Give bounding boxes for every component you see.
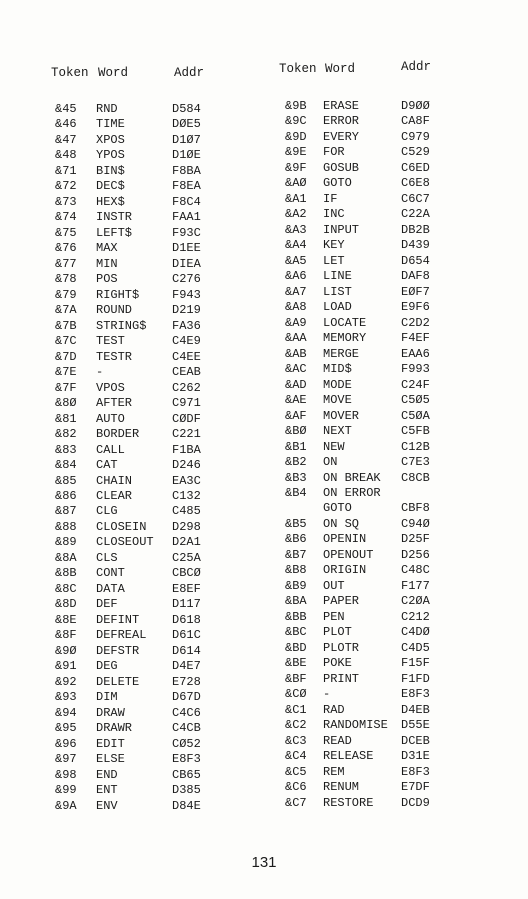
- left-header-word: Word: [98, 66, 129, 80]
- address-cell: C6E8: [401, 176, 430, 191]
- address-cell: FAA1: [172, 210, 201, 225]
- token-cell: &89: [55, 535, 77, 550]
- token-cell: &A5: [285, 253, 307, 268]
- address-cell: C25A: [172, 550, 201, 565]
- token-cell: &92: [55, 674, 77, 689]
- address-cell: D618: [172, 612, 201, 627]
- address-cell: DCEB: [401, 733, 430, 748]
- address-cell: D1Ø7: [172, 132, 201, 147]
- token-cell: &A2: [285, 207, 307, 222]
- right-header-addr: Addr: [401, 60, 432, 74]
- keyword-cell: KEY: [323, 238, 345, 253]
- keyword-cell: CLG: [96, 504, 118, 519]
- keyword-cell: REM: [323, 764, 345, 779]
- keyword-cell: MOVER: [323, 408, 360, 423]
- keyword-cell: RELEASE: [323, 749, 374, 764]
- address-cell: C8CB: [401, 470, 430, 485]
- address-cell: F8BA: [172, 163, 201, 178]
- token-cell: &75: [55, 225, 77, 240]
- address-cell: C212: [401, 609, 430, 624]
- token-cell: &BF: [285, 671, 307, 686]
- address-cell: C221: [172, 427, 201, 442]
- address-cell: C971: [172, 396, 201, 411]
- address-cell: C4E9: [172, 334, 201, 349]
- address-cell: EA3C: [172, 473, 201, 488]
- right-header-word: Word: [325, 62, 356, 76]
- address-cell: F15F: [401, 656, 430, 671]
- left-header-token: Token: [51, 66, 89, 80]
- keyword-cell: END: [96, 767, 118, 782]
- address-cell: D385: [172, 783, 201, 798]
- token-cell: &BD: [285, 640, 307, 655]
- token-cell: &81: [55, 411, 77, 426]
- address-cell: C24F: [401, 377, 430, 392]
- token-cell: &46: [55, 117, 77, 132]
- keyword-cell: IF: [323, 191, 338, 206]
- keyword-cell: OPENIN: [323, 532, 367, 547]
- address-cell: F4EF: [401, 331, 430, 346]
- token-cell: &8F: [55, 628, 77, 643]
- keyword-cell: PLOT: [323, 625, 352, 640]
- token-cell: &8E: [55, 612, 77, 627]
- token-cell: &9D: [285, 129, 307, 144]
- address-cell: D298: [172, 519, 201, 534]
- keyword-cell: OPENOUT: [323, 547, 374, 562]
- right-header-token: Token: [279, 62, 317, 76]
- keyword-cell: MEMORY: [323, 331, 367, 346]
- keyword-cell: ENV: [96, 798, 118, 813]
- token-cell: &B5: [285, 516, 307, 531]
- address-cell: EØF7: [401, 284, 430, 299]
- keyword-cell: MID$: [323, 362, 352, 377]
- token-cell: &BE: [285, 656, 307, 671]
- token-cell: &7D: [55, 349, 77, 364]
- keyword-cell: VPOS: [96, 380, 125, 395]
- keyword-cell: PRINT: [323, 671, 360, 686]
- address-cell: D2A1: [172, 535, 201, 550]
- token-cell: &A7: [285, 284, 307, 299]
- token-cell: &85: [55, 473, 77, 488]
- keyword-cell: ON SQ: [323, 516, 360, 531]
- address-cell: DCD9: [401, 795, 430, 810]
- keyword-cell: CALL: [96, 442, 125, 457]
- token-cell: &8A: [55, 550, 77, 565]
- keyword-cell: ELSE: [96, 752, 125, 767]
- address-cell: C94Ø: [401, 516, 430, 531]
- address-cell: C276: [172, 272, 201, 287]
- keyword-cell: CHAIN: [96, 473, 133, 488]
- address-cell: D1ØE: [172, 148, 201, 163]
- keyword-cell: DRAWR: [96, 721, 133, 736]
- keyword-cell: LET: [323, 253, 345, 268]
- token-cell: &73: [55, 194, 77, 209]
- keyword-cell: RND: [96, 102, 118, 116]
- address-cell: C5Ø5: [401, 393, 430, 408]
- address-cell: C5FB: [401, 424, 430, 439]
- keyword-cell: LOCATE: [323, 315, 367, 330]
- token-cell: &9C: [285, 114, 307, 129]
- keyword-cell: TESTR: [96, 349, 133, 364]
- address-cell: F93C: [172, 225, 201, 240]
- address-cell: CØ52: [172, 736, 201, 751]
- token-cell: &94: [55, 705, 77, 720]
- address-cell: C6C7: [401, 191, 430, 206]
- address-cell: C4EE: [172, 349, 201, 364]
- keyword-cell: XPOS: [96, 132, 125, 147]
- keyword-cell: ON BREAK: [323, 470, 381, 485]
- token-cell: &45: [55, 102, 77, 116]
- keyword-cell: MERGE: [323, 346, 360, 361]
- address-cell: F8C4: [172, 194, 201, 209]
- token-cell: &C3: [285, 733, 307, 748]
- token-cell: &99: [55, 783, 77, 798]
- token-cell: &96: [55, 736, 77, 751]
- address-cell: E9F6: [401, 300, 430, 315]
- address-cell: D61C: [172, 628, 201, 643]
- token-cell: &A6: [285, 269, 307, 284]
- keyword-cell: ORIGIN: [323, 563, 367, 578]
- keyword-cell: ERROR: [323, 114, 360, 129]
- address-cell: CA8F: [401, 114, 430, 129]
- keyword-cell: LINE: [323, 269, 352, 284]
- token-cell: &C4: [285, 749, 307, 764]
- token-cell: &B7: [285, 547, 307, 562]
- token-cell: &97: [55, 752, 77, 767]
- keyword-cell: LOAD: [323, 300, 352, 315]
- address-cell: E8EF: [172, 581, 201, 596]
- token-cell: &7B: [55, 318, 77, 333]
- keyword-cell: POS: [96, 272, 118, 287]
- address-cell: D31E: [401, 749, 430, 764]
- token-cell: &AD: [285, 377, 307, 392]
- token-cell: &95: [55, 721, 77, 736]
- token-cell: &72: [55, 179, 77, 194]
- keyword-cell: AUTO: [96, 411, 125, 426]
- token-cell: &8D: [55, 597, 77, 612]
- keyword-cell: PLOTR: [323, 640, 360, 655]
- address-cell: D84E: [172, 798, 201, 813]
- address-cell: C485: [172, 504, 201, 519]
- keyword-cell: INPUT: [323, 222, 360, 237]
- address-cell: C48C: [401, 563, 430, 578]
- keyword-cell: GOTO: [323, 176, 352, 191]
- token-cell: &7E: [55, 365, 77, 380]
- token-cell: &7C: [55, 334, 77, 349]
- address-cell: D246: [172, 458, 201, 473]
- address-cell: DIEA: [172, 256, 201, 271]
- address-cell: C7E3: [401, 455, 430, 470]
- token-cell: &79: [55, 287, 77, 302]
- token-cell: &7A: [55, 303, 77, 318]
- address-cell: F943: [172, 287, 201, 302]
- token-cell: &82: [55, 427, 77, 442]
- keyword-cell: LIST: [323, 284, 352, 299]
- token-cell: &AA: [285, 331, 307, 346]
- keyword-cell: READ: [323, 733, 352, 748]
- token-cell: &BA: [285, 594, 307, 609]
- token-cell: &BC: [285, 625, 307, 640]
- keyword-cell: DIM: [96, 690, 118, 705]
- keyword-cell: CLEAR: [96, 489, 133, 503]
- token-cell: &9Ø: [55, 643, 77, 658]
- address-cell: E8F3: [401, 764, 430, 779]
- keyword-cell: INSTR: [96, 210, 133, 225]
- token-cell: &B1: [285, 439, 307, 454]
- address-cell: C4C6: [172, 705, 201, 720]
- token-cell: &91: [55, 659, 77, 674]
- address-cell: D67D: [172, 690, 201, 705]
- keyword-cell: POKE: [323, 656, 352, 671]
- address-cell: D117: [172, 597, 201, 612]
- token-cell: &77: [55, 256, 77, 271]
- keyword-cell: TEST: [96, 334, 125, 349]
- address-cell: C6ED: [401, 160, 430, 175]
- token-cell: &AB: [285, 346, 307, 361]
- token-cell: &A8: [285, 300, 307, 315]
- address-cell: D614: [172, 643, 201, 658]
- keyword-cell: YPOS: [96, 148, 125, 163]
- keyword-cell: CLOSEIN: [96, 519, 147, 534]
- address-cell: D654: [401, 253, 430, 268]
- keyword-cell: -: [323, 687, 331, 702]
- keyword-cell: ENT: [96, 783, 118, 798]
- token-cell: &87: [55, 504, 77, 519]
- address-cell: E8F3: [172, 752, 201, 767]
- token-cell: &83: [55, 442, 77, 457]
- address-cell: C4CB: [172, 721, 201, 736]
- keyword-cell: CONT: [96, 566, 125, 581]
- token-cell: &BØ: [285, 424, 307, 439]
- address-cell: C4DØ: [401, 625, 430, 640]
- keyword-cell: ERASE: [323, 99, 360, 113]
- keyword-cell: DEC$: [96, 179, 125, 194]
- keyword-cell: TIME: [96, 117, 125, 132]
- keyword-cell: DELETE: [96, 674, 140, 689]
- keyword-cell: MOVE: [323, 393, 352, 408]
- keyword-cell: BIN$: [96, 163, 125, 178]
- token-cell: &B8: [285, 563, 307, 578]
- token-cell: &9B: [285, 99, 307, 113]
- keyword-cell: STRING$: [96, 318, 147, 333]
- address-cell: CBF8: [401, 501, 430, 516]
- token-cell: &AF: [285, 408, 307, 423]
- keyword-cell: BORDER: [96, 427, 140, 442]
- token-cell: &BB: [285, 609, 307, 624]
- keyword-cell: DEF: [96, 597, 118, 612]
- keyword-cell: AFTER: [96, 396, 133, 411]
- keyword-cell: RANDOMISE: [323, 718, 388, 733]
- address-cell: D256: [401, 547, 430, 562]
- address-cell: C132: [172, 489, 201, 503]
- keyword-cell: GOTO: [323, 501, 352, 516]
- keyword-cell: PAPER: [323, 594, 360, 609]
- address-cell: D25F: [401, 532, 430, 547]
- token-cell: &CØ: [285, 687, 307, 702]
- keyword-cell: CLOSEOUT: [96, 535, 154, 550]
- token-cell: &A4: [285, 238, 307, 253]
- address-cell: F8EA: [172, 179, 201, 194]
- address-cell: D9ØØ: [401, 99, 430, 113]
- token-cell: &B2: [285, 455, 307, 470]
- token-cell: &71: [55, 163, 77, 178]
- address-cell: CB65: [172, 767, 201, 782]
- token-cell: &8B: [55, 566, 77, 581]
- address-cell: D1EE: [172, 241, 201, 256]
- token-cell: &A1: [285, 191, 307, 206]
- keyword-cell: NEXT: [323, 424, 352, 439]
- keyword-cell: HEX$: [96, 194, 125, 209]
- keyword-cell: DEFINT: [96, 612, 140, 627]
- keyword-cell: OUT: [323, 578, 345, 593]
- keyword-cell: PEN: [323, 609, 345, 624]
- token-cell: &88: [55, 519, 77, 534]
- keyword-cell: LEFT$: [96, 225, 133, 240]
- token-cell: &86: [55, 489, 77, 503]
- address-cell: C22A: [401, 207, 430, 222]
- keyword-cell: RIGHT$: [96, 287, 140, 302]
- keyword-cell: INC: [323, 207, 345, 222]
- token-cell: &84: [55, 458, 77, 473]
- address-cell: CØDF: [172, 411, 201, 426]
- token-cell: &7F: [55, 380, 77, 395]
- token-cell: &9A: [55, 798, 77, 813]
- address-cell: CBCØ: [172, 566, 201, 581]
- keyword-cell: FOR: [323, 145, 345, 160]
- token-cell: &76: [55, 241, 77, 256]
- keyword-cell: DEFSTR: [96, 643, 140, 658]
- keyword-cell: DEG: [96, 659, 118, 674]
- address-cell: F1FD: [401, 671, 430, 686]
- keyword-cell: ON: [323, 455, 338, 470]
- token-cell: &78: [55, 272, 77, 287]
- token-cell: &C7: [285, 795, 307, 810]
- token-cell: &98: [55, 767, 77, 782]
- address-cell: EAA6: [401, 346, 430, 361]
- left-header-addr: Addr: [174, 66, 205, 80]
- address-cell: F177: [401, 578, 430, 593]
- token-cell: &B6: [285, 532, 307, 547]
- token-cell: &AE: [285, 393, 307, 408]
- address-cell: D55E: [401, 718, 430, 733]
- keyword-cell: CLS: [96, 550, 118, 565]
- token-cell: &B4: [285, 486, 307, 500]
- token-cell: &C6: [285, 780, 307, 795]
- keyword-cell: ROUND: [96, 303, 133, 318]
- token-cell: &47: [55, 132, 77, 147]
- token-cell: &AØ: [285, 176, 307, 191]
- address-cell: DØE5: [172, 117, 201, 132]
- keyword-cell: MAX: [96, 241, 118, 256]
- address-cell: DAF8: [401, 269, 430, 284]
- address-cell: C5ØA: [401, 408, 430, 423]
- token-cell: &B9: [285, 578, 307, 593]
- token-cell: &C5: [285, 764, 307, 779]
- keyword-cell: GOSUB: [323, 160, 360, 175]
- address-cell: C4D5: [401, 640, 430, 655]
- address-cell: C2ØA: [401, 594, 430, 609]
- keyword-cell: CAT: [96, 458, 118, 473]
- keyword-cell: RESTORE: [323, 795, 374, 810]
- keyword-cell: EDIT: [96, 736, 125, 751]
- address-cell: E8F3: [401, 687, 430, 702]
- token-cell: &8C: [55, 581, 77, 596]
- token-cell: &C1: [285, 702, 307, 717]
- keyword-cell: RENUM: [323, 780, 360, 795]
- address-cell: D439: [401, 238, 430, 253]
- keyword-cell: ON ERROR: [323, 486, 381, 500]
- address-cell: D219: [172, 303, 201, 318]
- page-number: 131: [251, 854, 277, 871]
- address-cell: DB2B: [401, 222, 430, 237]
- address-cell: E728: [172, 674, 201, 689]
- address-cell: C979: [401, 129, 430, 144]
- token-cell: &74: [55, 210, 77, 225]
- token-cell: &93: [55, 690, 77, 705]
- keyword-cell: MODE: [323, 377, 352, 392]
- token-cell: &A3: [285, 222, 307, 237]
- address-cell: F993: [401, 362, 430, 377]
- address-cell: FA36: [172, 318, 201, 333]
- address-cell: C262: [172, 380, 201, 395]
- keyword-cell: DRAW: [96, 705, 125, 720]
- keyword-cell: EVERY: [323, 129, 360, 144]
- address-cell: D4E7: [172, 659, 201, 674]
- token-cell: &B3: [285, 470, 307, 485]
- token-cell: &48: [55, 148, 77, 163]
- address-cell: C12B: [401, 439, 430, 454]
- keyword-cell: DEFREAL: [96, 628, 147, 643]
- address-cell: C529: [401, 145, 430, 160]
- token-cell: &8Ø: [55, 396, 77, 411]
- token-cell: &A9: [285, 315, 307, 330]
- address-cell: C2D2: [401, 315, 430, 330]
- keyword-cell: NEW: [323, 439, 345, 454]
- keyword-cell: -: [96, 365, 104, 380]
- keyword-cell: RAD: [323, 702, 345, 717]
- keyword-cell: DATA: [96, 581, 125, 596]
- token-cell: &9F: [285, 160, 307, 175]
- address-cell: E7DF: [401, 780, 430, 795]
- address-cell: D4EB: [401, 702, 430, 717]
- address-cell: D584: [172, 102, 201, 116]
- address-cell: CEAB: [172, 365, 201, 380]
- address-cell: F1BA: [172, 442, 201, 457]
- token-cell: &AC: [285, 362, 307, 377]
- keyword-cell: MIN: [96, 256, 118, 271]
- token-cell: &9E: [285, 145, 307, 160]
- token-cell: &C2: [285, 718, 307, 733]
